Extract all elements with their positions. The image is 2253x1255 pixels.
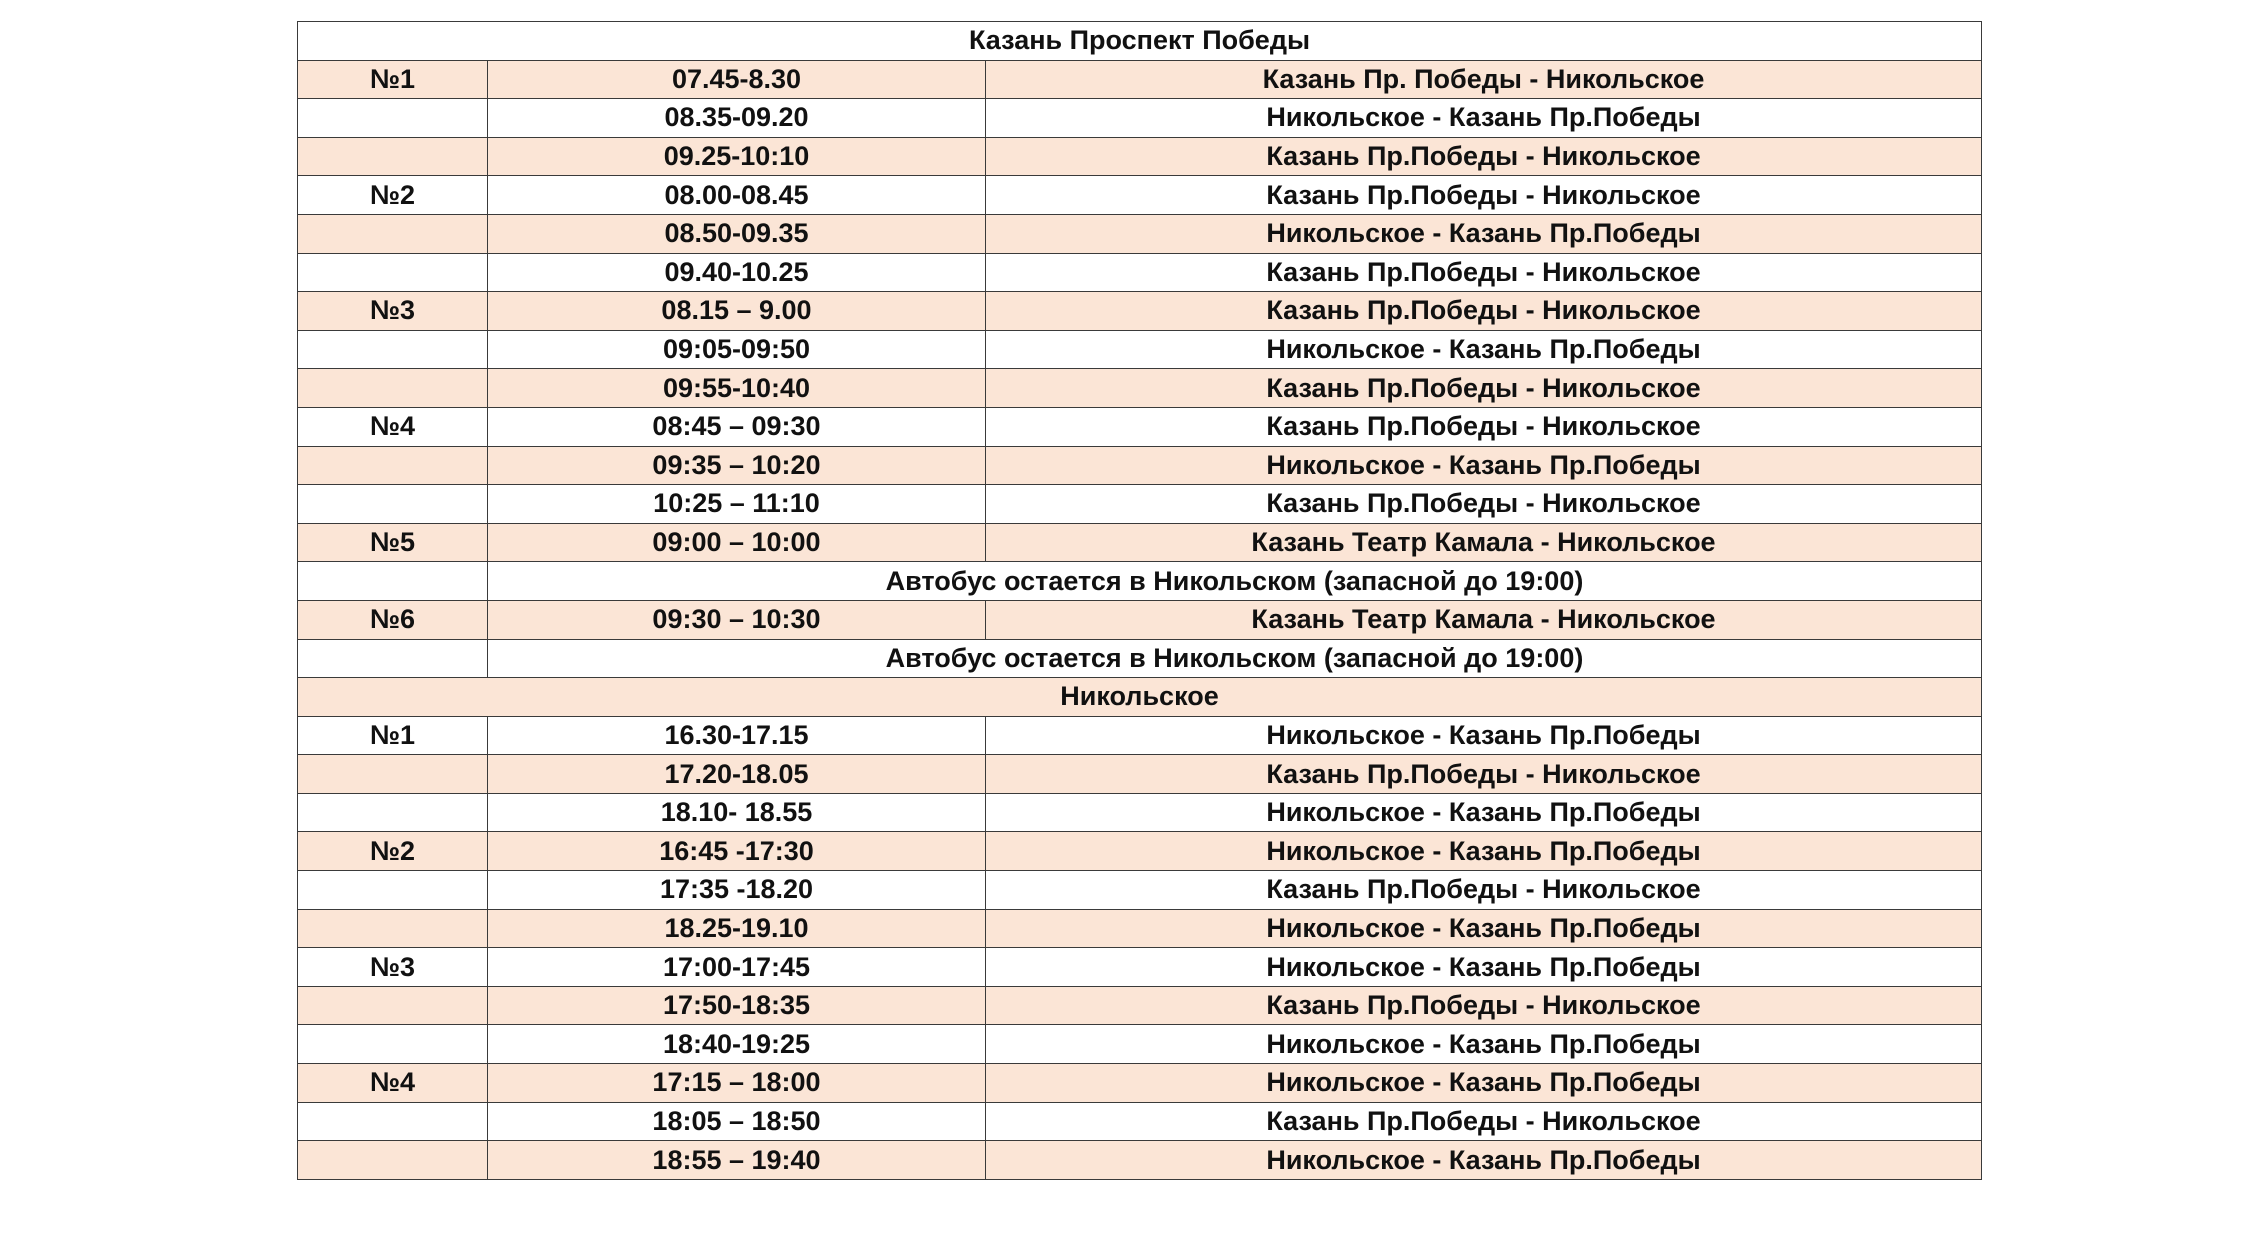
trip-row (298, 832, 1982, 871)
time-cell: 18:55 – 19:40 (488, 1141, 986, 1180)
bus-number-cell: №2 (298, 832, 488, 871)
bus-number-cell: №3 (298, 948, 488, 987)
bus-number-cell (298, 446, 488, 485)
trip-row (298, 214, 1982, 253)
route-cell: Никольское - Казань Пр.Победы (986, 99, 1982, 138)
route-cell: Казань Театр Камала - Никольское (986, 600, 1982, 639)
section-title: Казань Проспект Победы (298, 22, 1982, 61)
bus-schedule-table (297, 21, 1982, 1180)
route-cell: Никольское - Казань Пр.Победы (986, 446, 1982, 485)
route-cell: Никольское - Казань Пр.Победы (986, 948, 1982, 987)
time-cell: 08.00-08.45 (488, 176, 986, 215)
trip-row (298, 369, 1982, 408)
section-title: Никольское (298, 678, 1982, 717)
trip-row (298, 793, 1982, 832)
bus-number-cell: №2 (298, 176, 488, 215)
trip-row (298, 176, 1982, 215)
time-cell: 17:15 – 18:00 (488, 1064, 986, 1103)
route-cell: Казань Пр.Победы - Никольское (986, 292, 1982, 331)
time-cell: 09:00 – 10:00 (488, 523, 986, 562)
time-cell: 18:05 – 18:50 (488, 1102, 986, 1141)
time-cell: 18.25-19.10 (488, 909, 986, 948)
time-cell: 18.10- 18.55 (488, 793, 986, 832)
trip-row (298, 407, 1982, 446)
bus-number-cell: №1 (298, 716, 488, 755)
route-cell: Казань Пр.Победы - Никольское (986, 137, 1982, 176)
bus-number-cell: №5 (298, 523, 488, 562)
time-cell: 16:45 -17:30 (488, 832, 986, 871)
section-header-row (298, 678, 1982, 717)
time-cell: 17.20-18.05 (488, 755, 986, 794)
trip-row (298, 909, 1982, 948)
trip-row (298, 330, 1982, 369)
time-cell: 08.15 – 9.00 (488, 292, 986, 331)
trip-row (298, 600, 1982, 639)
trip-row (298, 755, 1982, 794)
trip-row (298, 523, 1982, 562)
trip-row (298, 60, 1982, 99)
trip-row (298, 446, 1982, 485)
route-cell: Никольское - Казань Пр.Победы (986, 832, 1982, 871)
route-cell: Казань Пр.Победы - Никольское (986, 986, 1982, 1025)
bus-number-cell (298, 485, 488, 524)
trip-row (298, 986, 1982, 1025)
time-cell: 08:45 – 09:30 (488, 407, 986, 446)
bus-number-cell: №1 (298, 60, 488, 99)
trip-row (298, 1141, 1982, 1180)
schedule-body (298, 22, 1982, 1180)
trip-row (298, 716, 1982, 755)
time-cell: 17:50-18:35 (488, 986, 986, 1025)
route-cell: Никольское - Казань Пр.Победы (986, 909, 1982, 948)
time-cell: 08.35-09.20 (488, 99, 986, 138)
bus-number-cell (298, 99, 488, 138)
bus-number-cell (298, 909, 488, 948)
bus-number-cell: №4 (298, 1064, 488, 1103)
bus-number-cell: №6 (298, 600, 488, 639)
time-cell: 09.40-10.25 (488, 253, 986, 292)
time-cell: 09:55-10:40 (488, 369, 986, 408)
bus-number-cell (298, 986, 488, 1025)
note-row (298, 639, 1982, 678)
trip-row (298, 1025, 1982, 1064)
route-cell: Никольское - Казань Пр.Победы (986, 1025, 1982, 1064)
trip-row (298, 871, 1982, 910)
trip-row (298, 485, 1982, 524)
time-cell: 07.45-8.30 (488, 60, 986, 99)
bus-number-cell: №4 (298, 407, 488, 446)
trip-row (298, 1102, 1982, 1141)
bus-number-cell (298, 369, 488, 408)
route-cell: Казань Пр.Победы - Никольское (986, 253, 1982, 292)
note-cell: Автобус остается в Никольском (запасной до 19:00) (488, 639, 1982, 678)
time-cell: 09:05-09:50 (488, 330, 986, 369)
bus-number-cell (298, 214, 488, 253)
note-row (298, 562, 1982, 601)
bus-number-cell (298, 137, 488, 176)
bus-number-cell (298, 330, 488, 369)
time-cell: 09:30 – 10:30 (488, 600, 986, 639)
trip-row (298, 99, 1982, 138)
time-cell: 18:40-19:25 (488, 1025, 986, 1064)
time-cell: 10:25 – 11:10 (488, 485, 986, 524)
time-cell: 09.25-10:10 (488, 137, 986, 176)
route-cell: Казань Пр.Победы - Никольское (986, 407, 1982, 446)
time-cell: 08.50-09.35 (488, 214, 986, 253)
bus-number-cell (298, 639, 488, 678)
route-cell: Никольское - Казань Пр.Победы (986, 330, 1982, 369)
time-cell: 16.30-17.15 (488, 716, 986, 755)
bus-number-cell (298, 1141, 488, 1180)
route-cell: Казань Пр.Победы - Никольское (986, 1102, 1982, 1141)
route-cell: Никольское - Казань Пр.Победы (986, 1064, 1982, 1103)
trip-row (298, 948, 1982, 987)
route-cell: Никольское - Казань Пр.Победы (986, 1141, 1982, 1180)
route-cell: Казань Пр.Победы - Никольское (986, 755, 1982, 794)
trip-row (298, 137, 1982, 176)
route-cell: Казань Пр. Победы - Никольское (986, 60, 1982, 99)
route-cell: Никольское - Казань Пр.Победы (986, 214, 1982, 253)
bus-number-cell (298, 1025, 488, 1064)
trip-row (298, 253, 1982, 292)
bus-number-cell (298, 253, 488, 292)
section-header-row (298, 22, 1982, 61)
bus-number-cell (298, 562, 488, 601)
time-cell: 09:35 – 10:20 (488, 446, 986, 485)
trip-row (298, 1064, 1982, 1103)
bus-number-cell: №3 (298, 292, 488, 331)
bus-number-cell (298, 755, 488, 794)
route-cell: Казань Театр Камала - Никольское (986, 523, 1982, 562)
bus-number-cell (298, 1102, 488, 1141)
route-cell: Никольское - Казань Пр.Победы (986, 793, 1982, 832)
route-cell: Никольское - Казань Пр.Победы (986, 716, 1982, 755)
bus-number-cell (298, 871, 488, 910)
route-cell: Казань Пр.Победы - Никольское (986, 485, 1982, 524)
time-cell: 17:00-17:45 (488, 948, 986, 987)
route-cell: Казань Пр.Победы - Никольское (986, 871, 1982, 910)
bus-number-cell (298, 793, 488, 832)
route-cell: Казань Пр.Победы - Никольское (986, 176, 1982, 215)
note-cell: Автобус остается в Никольском (запасной до 19:00) (488, 562, 1982, 601)
route-cell: Казань Пр.Победы - Никольское (986, 369, 1982, 408)
trip-row (298, 292, 1982, 331)
time-cell: 17:35 -18.20 (488, 871, 986, 910)
